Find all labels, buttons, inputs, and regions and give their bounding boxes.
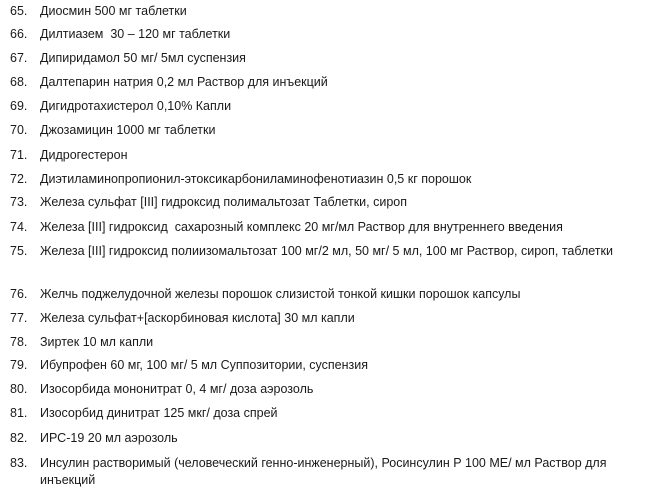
item-text: Ибупрофен 60 мг, 100 мг/ 5 мл Суппозитории, суспензия [40, 358, 369, 372]
list-item [0, 74, 657, 91]
item-number: 75. [10, 244, 28, 258]
item-text: Далтепарин натрия 0,2 мл Раствор для инъекций [40, 75, 328, 89]
item-number: 68. [10, 75, 28, 89]
item-text: Железа [III] гидроксид полиизомальтозат 100 мг/2 мл, 50 мг/ 5 мл, 100 мг Раствор, сироп, таблетки [40, 244, 613, 258]
list-item [0, 334, 657, 351]
list-item [0, 147, 657, 164]
item-text: Железа сульфат+[аскорбиновая кислота] 30 мл капли [40, 311, 355, 325]
list-item [0, 171, 657, 188]
item-text: Дигидротахистерол 0,10% Капли [40, 99, 232, 113]
item-number: 70. [10, 123, 28, 137]
list-item [0, 286, 657, 303]
item-text: Дилтиазем 30 – 120 мг таблетки [40, 27, 231, 41]
list-item [0, 357, 657, 374]
list-item [0, 50, 657, 67]
item-number: 73. [10, 195, 28, 209]
item-number: 65. [10, 4, 28, 18]
item-number: 74. [10, 220, 28, 234]
item-number: 81. [10, 406, 28, 420]
item-text: Дипиридамол 50 мг/ 5мл суспензия [40, 51, 246, 65]
item-text: Изосорбид динитрат 125 мкг/ доза спрей [40, 406, 278, 420]
list-item [0, 3, 657, 20]
item-number: 80. [10, 382, 28, 396]
item-text: Железа [III] гидроксид сахарозный комплекс 20 мг/мл Раствор для внутреннего введения [40, 220, 563, 234]
list-item [0, 455, 657, 489]
item-number: 72. [10, 172, 28, 186]
item-number: 79. [10, 358, 28, 372]
item-text: Инсулин растворимый (человеческий генно-инженерный), Росинсулин Р 100 МЕ/ мл Раствор для инъекций [40, 456, 610, 487]
item-number: 66. [10, 27, 28, 41]
list-item [0, 26, 657, 43]
item-number: 67. [10, 51, 28, 65]
item-text: Диосмин 500 мг таблетки [40, 4, 187, 18]
list-item [0, 219, 657, 236]
list-item [0, 243, 657, 260]
list-item [0, 98, 657, 115]
list-item [0, 430, 657, 447]
list-item [0, 310, 657, 327]
item-number: 82. [10, 431, 28, 445]
item-text: Дидрогестерон [40, 148, 128, 162]
list-item [0, 405, 657, 422]
item-text: Железа сульфат [III] гидроксид полимальтозат Таблетки, сироп [40, 195, 408, 209]
item-text: Диэтиламинопропионил-этоксикарбониламинофенотиазин 0,5 кг порошок [40, 172, 472, 186]
item-number: 77. [10, 311, 28, 325]
list-item [0, 194, 657, 211]
item-text: Изосорбида мононитрат 0, 4 мг/ доза аэрозоль [40, 382, 314, 396]
item-text: Желчь поджелудочной железы порошок слизистой тонкой кишки порошок капсулы [40, 287, 521, 301]
item-number: 83. [10, 456, 28, 470]
item-number: 69. [10, 99, 28, 113]
list-item [0, 122, 657, 139]
item-text: Зиртек 10 мл капли [40, 335, 154, 349]
item-text: ИРС-19 20 мл аэрозоль [40, 431, 178, 445]
item-number: 76. [10, 287, 28, 301]
item-text: Джозамицин 1000 мг таблетки [40, 123, 216, 137]
item-number: 71. [10, 148, 28, 162]
item-number: 78. [10, 335, 28, 349]
list-item [0, 381, 657, 398]
